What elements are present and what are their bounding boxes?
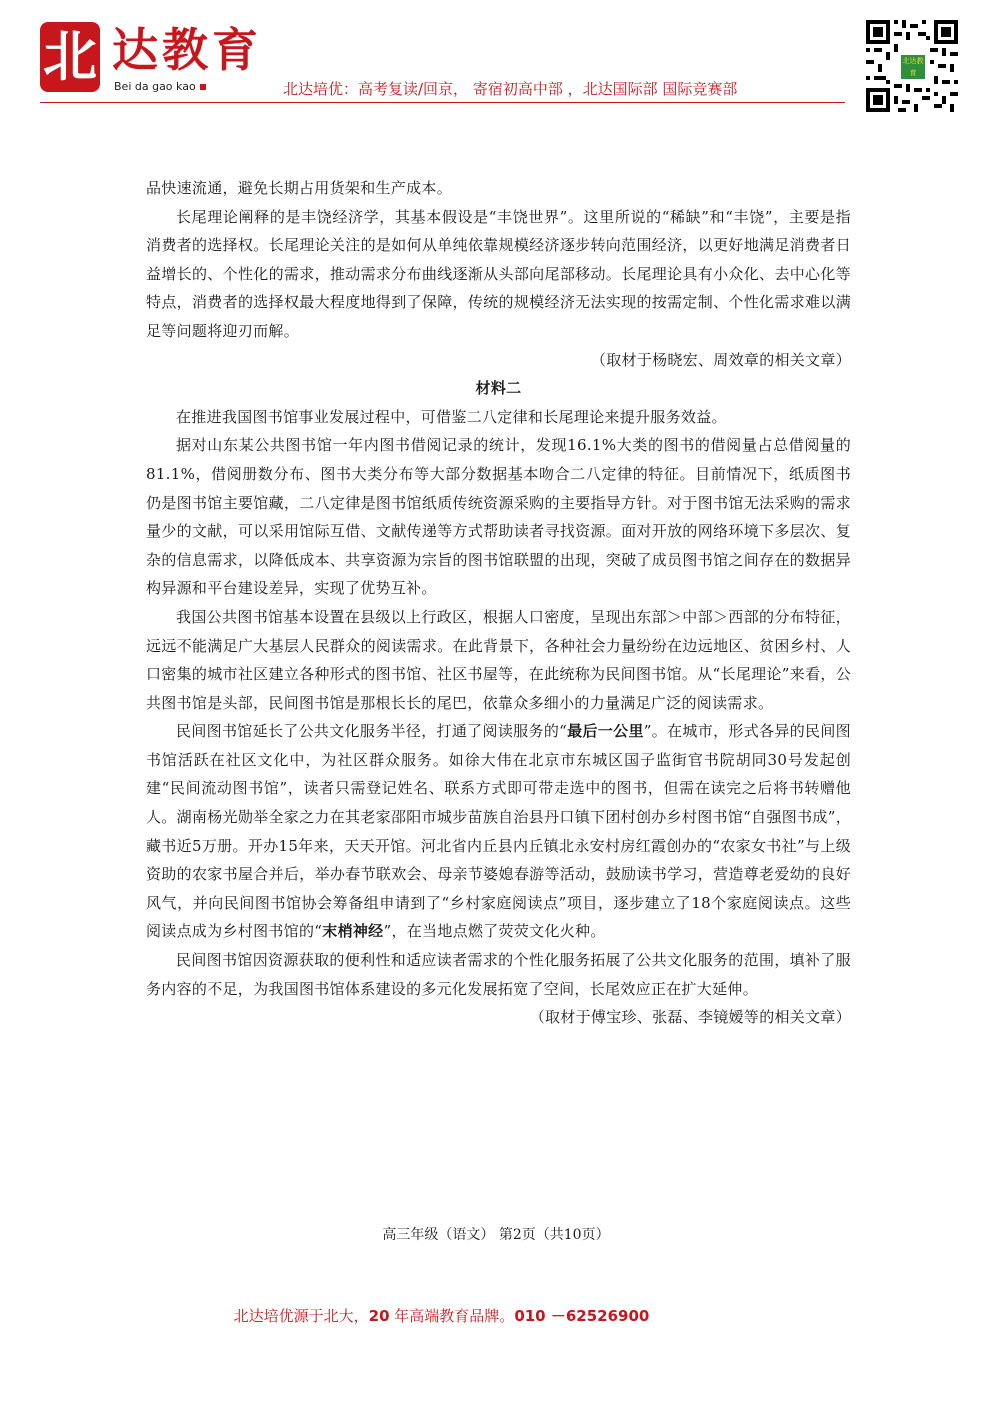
paragraph-6 xyxy=(146,717,851,946)
logo-text: 达教育 xyxy=(112,23,262,77)
paragraph-1: 品快速流通，避免长期占用货架和生产成本。 xyxy=(146,179,453,197)
emphasis-last-mile: 最后一公里 xyxy=(567,722,644,741)
header-tagline: 北达培优：高考复读/回京， 寄宿初高中部 ，北达国际部 国际竞赛部 xyxy=(283,80,738,98)
paragraph-6-text-e: ”，在当地点燃了荧荧文化火种。 xyxy=(383,922,606,941)
section-heading-material-2: 材料二 xyxy=(475,379,522,398)
paragraph-3: 在推进我国图书馆事业发展过程中，可借鉴二八定律和长尾理论来提升服务效益。 xyxy=(176,407,727,426)
page-number: 高三年级（语文） 第2页（共10页） xyxy=(382,1227,610,1243)
paragraph-6-text-c: ”。在城市，形式各异的民间图书馆活跃在社区文化中，为社区群众服务。如徐大伟在北京市东城区国子监街官书院胡同30号发起创建“民间流动图书馆”，读者只需登记姓名、联系方式即可带走选中的图书，但需在读完之后将书转赠他人。湖南杨光勋举全家之力在其老家邵阳市城步苗族自治县丹口镇下团村创办乡村图书馆“自强图书成”，藏书近5万册。开办15年来，天天开馆。河北省内丘县内丘镇北永安村房红霞创办的“农家女书社”与上级资助的农家书屋合并后，举办春节联欢会、母亲节婆媳春游等活动，鼓励读书学习，营造尊老爱幼的良好风气，并向民间图书馆协会筹备组申请到了“乡村家庭阅读点”项目，逐步建立了18个家庭阅读点。这些阅读点成为乡村图书馆的“ xyxy=(146,722,851,941)
qr-badge: 北达教育 xyxy=(900,54,926,80)
square-icon xyxy=(200,84,206,90)
footer-text-a: 北达培优源于北大， xyxy=(233,1307,369,1325)
source-citation-2: （取材于傅宝珍、张磊、李镜嫒等的相关文章） xyxy=(529,1008,851,1027)
logo-subtitle xyxy=(114,80,206,93)
logo-subtitle-text: Bei da gao kao xyxy=(114,80,196,93)
article-body xyxy=(146,174,851,1032)
paragraph-6-text-a: 民间图书馆延长了公共文化服务半径，打通了阅读服务的“ xyxy=(176,722,568,741)
footer-years: 20 xyxy=(368,1307,390,1325)
footer-text-c: 年高端教育品牌。 xyxy=(389,1307,515,1325)
paragraph-2: 长尾理论阐释的是丰饶经济学，其基本假设是“丰饶世界”。这里所说的“稀缺”和“丰饶”，主要是指消费者的选择权。长尾理论关注的是如何从单纯依靠规模经济逐步转向范围经济，以更好地满足消费者日益增长的、个性化的需求，推动需求分布曲线逐渐从头部向尾部移动。长尾理论具有小众化、去中心化等特点，消费者的选择权最大程度地得到了保障，传统的规模经济无法实现的按需定制、个性化需求难以满足等问题将迎刃而解。 xyxy=(146,207,851,340)
footer-ad xyxy=(0,1305,883,1326)
header-divider xyxy=(40,102,845,103)
paragraph-4: 据对山东某公共图书馆一年内图书借阅记录的统计，发现16.1%大类的图书的借阅量占总借阅量的81.1%，借阅册数分布、图书大类分布等大部分数据基本吻合二八定律的特征。目前情况下，纸质图书仍是图书馆主要馆藏，二八定律是图书馆纸质传统资源采购的主要指导方针。对于图书馆无法采购的需求量少的文献，可以采用馆际互借、文献传递等方式帮助读者寻找资源。面对开放的网络环境下多层次、复杂的信息需求，以降低成本、共享资源为宗旨的图书馆联盟的出现，突破了成员图书馆之间存在的数据异构异源和平台建设差异，实现了优势互补。 xyxy=(146,436,851,598)
footer-phone: 010 －62526900 xyxy=(514,1307,650,1325)
logo-mark: 北 xyxy=(40,22,100,92)
qr-code-icon xyxy=(864,18,960,114)
emphasis-nerve-endings: 末梢神经 xyxy=(322,922,384,941)
paragraph-7: 民间图书馆因资源获取的便利性和适应读者需求的个性化服务拓展了公共文化服务的范围，填补了服务内容的不足，为我国图书馆体系建设的多元化发展拓宽了空间，长尾效应正在扩大延伸。 xyxy=(146,951,851,998)
source-citation-1: （取材于杨晓宏、周效章的相关文章） xyxy=(590,350,851,369)
paragraph-5: 我国公共图书馆基本设置在县级以上行政区，根据人口密度，呈现出东部＞中部＞西部的分布特征，远远不能满足广大基层人民群众的阅读需求。在此背景下，各种社会力量纷纷在边远地区、贫困乡村、人口密集的城市社区建立各种形式的图书馆、社区书屋等，在此统称为民间图书馆。从“长尾理论”来看，公共图书馆是头部，民间图书馆是那根长长的尾巴，依靠众多细小的力量满足广泛的阅读需求。 xyxy=(146,607,851,712)
